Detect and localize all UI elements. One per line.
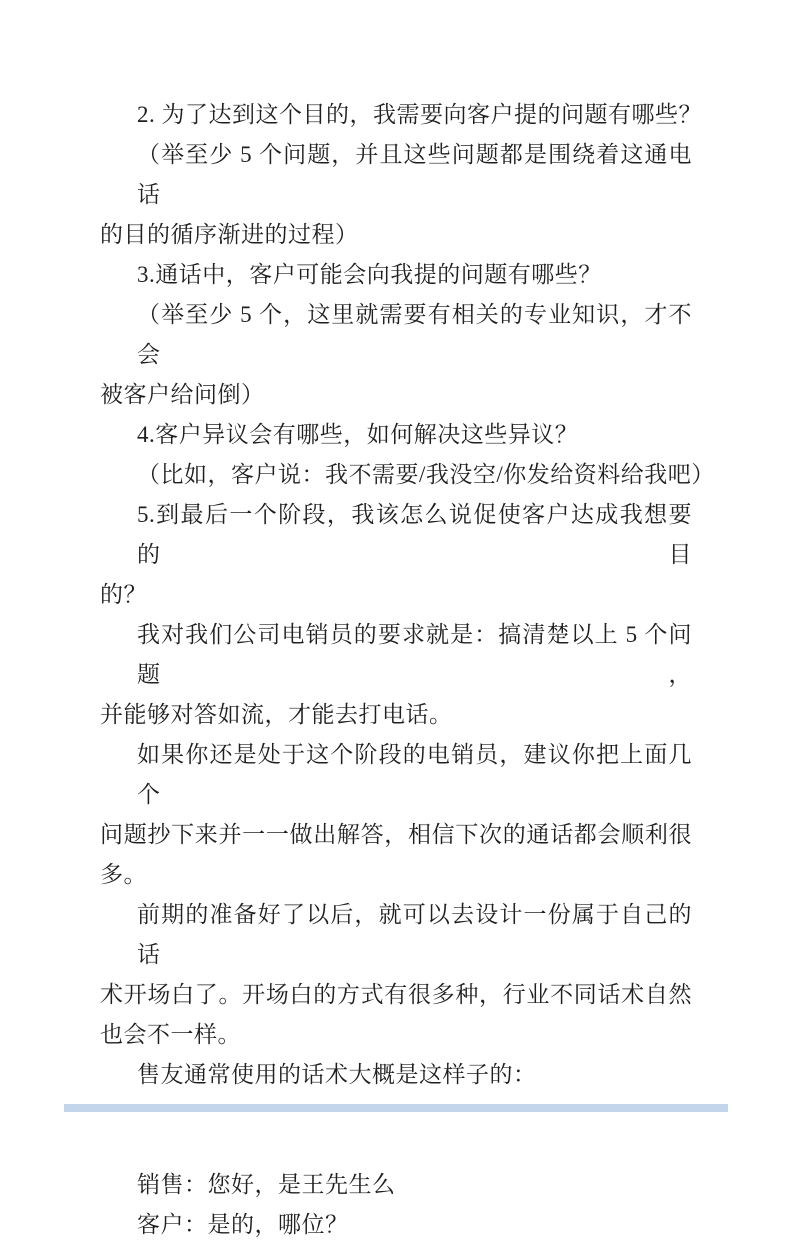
text-line: 我对我们公司电销员的要求就是：搞清楚以上 5 个问题， — [137, 622, 692, 687]
text-line: 并能够对答如流，才能去打电话。 — [100, 702, 453, 727]
text-line: 2. 为了达到这个目的，我需要向客户提的问题有哪些？ — [137, 102, 702, 127]
text-line: 3.通话中，客户可能会向我提的问题有哪些？ — [137, 262, 602, 287]
dialog-block — [100, 1165, 692, 1245]
text-line: 也会不一样。 — [100, 1022, 241, 1047]
text-line: 售友通常使用的话术大概是这样子的： — [137, 1062, 537, 1087]
text-line: 5.到最后一个阶段，我该怎么说促使客户达成我想要的目 — [137, 502, 692, 567]
page-bottom-divider — [64, 1104, 728, 1112]
text-line: 问题抄下来并一一做出解答，相信下次的通话都会顺利很 — [100, 822, 692, 847]
text-line: 术开场白了。开场白的方式有很多种，行业不同话术自然 — [100, 982, 692, 1007]
text-line: （举至少 5 个，这里就需要有相关的专业知识，才不会 — [137, 302, 692, 367]
text-line: 如果你还是处于这个阶段的电销员，建议你把上面几个 — [137, 742, 692, 807]
text-line: 前期的准备好了以后，就可以去设计一份属于自己的话 — [137, 902, 692, 967]
text-line: 的目的循序渐进的过程） — [100, 222, 359, 247]
text-line: （举至少 5 个问题，并且这些问题都是围绕着这通电话 — [137, 142, 692, 207]
document-text-block — [100, 95, 715, 1245]
dialog-line-sales: 销售：您好，是王先生么 — [137, 1172, 396, 1197]
text-line: 的？ — [100, 582, 147, 607]
text-line: 被客户给问倒） — [100, 382, 265, 407]
text-line: 多。 — [100, 862, 147, 887]
dialog-line-customer: 客户：是的，哪位？ — [137, 1212, 349, 1237]
text-line: （比如，客户说：我不需要/我没空/你发给资料给我吧） — [137, 462, 715, 487]
text-line: 4.客户异议会有哪些，如何解决这些异议？ — [137, 422, 579, 447]
